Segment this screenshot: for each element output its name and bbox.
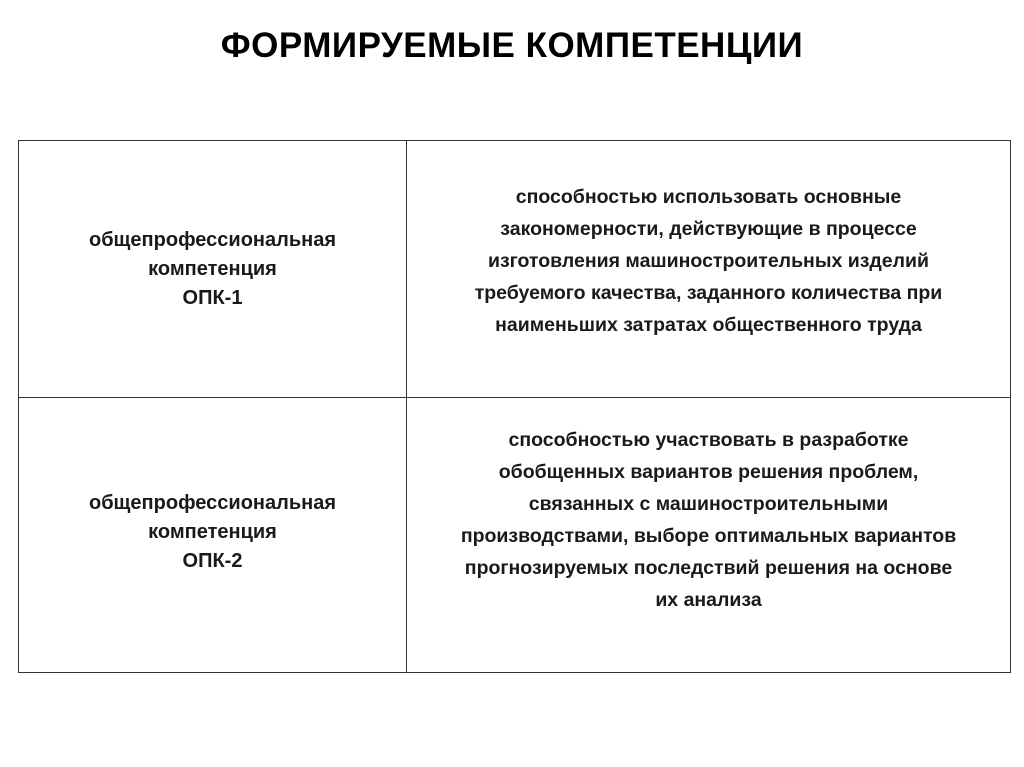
description-line: наименьших затратах общественного труда <box>495 314 922 336</box>
competency-code: ОПК-1 <box>182 286 243 309</box>
description-line: способностью использовать основные <box>515 186 902 208</box>
description-line: прогнозируемых последствий решения на основе <box>464 557 953 579</box>
competency-name-cell <box>19 141 407 398</box>
description-line: закономерности, действующие в процессе <box>500 218 917 240</box>
description-line: их анализа <box>655 589 762 611</box>
description-line: производствами, выборе оптимальных вариантов <box>460 525 957 547</box>
description-line: связанных с машиностроительными <box>528 493 889 515</box>
competency-category: общепрофессиональная <box>88 491 336 514</box>
competency-description-cell <box>407 141 1011 398</box>
competency-kind: компетенция <box>148 520 277 543</box>
description-line: способностью участвовать в разработке <box>508 429 909 451</box>
competencies-table <box>18 140 1011 673</box>
competency-name-cell <box>19 398 407 673</box>
competency-description-cell <box>407 398 1011 673</box>
table-row <box>19 141 1011 398</box>
competency-code: ОПК-2 <box>182 549 243 572</box>
slide-title: ФОРМИРУЕМЫЕ КОМПЕТЕНЦИИ <box>220 26 804 65</box>
table-row <box>19 398 1011 673</box>
description-line: обобщенных вариантов решения проблем, <box>498 461 919 483</box>
competency-kind: компетенция <box>148 257 277 280</box>
description-line: требуемого качества, заданного количества при <box>474 282 943 304</box>
competency-category: общепрофессиональная <box>88 228 336 251</box>
description-line: изготовления машиностроительных изделий <box>487 250 930 272</box>
